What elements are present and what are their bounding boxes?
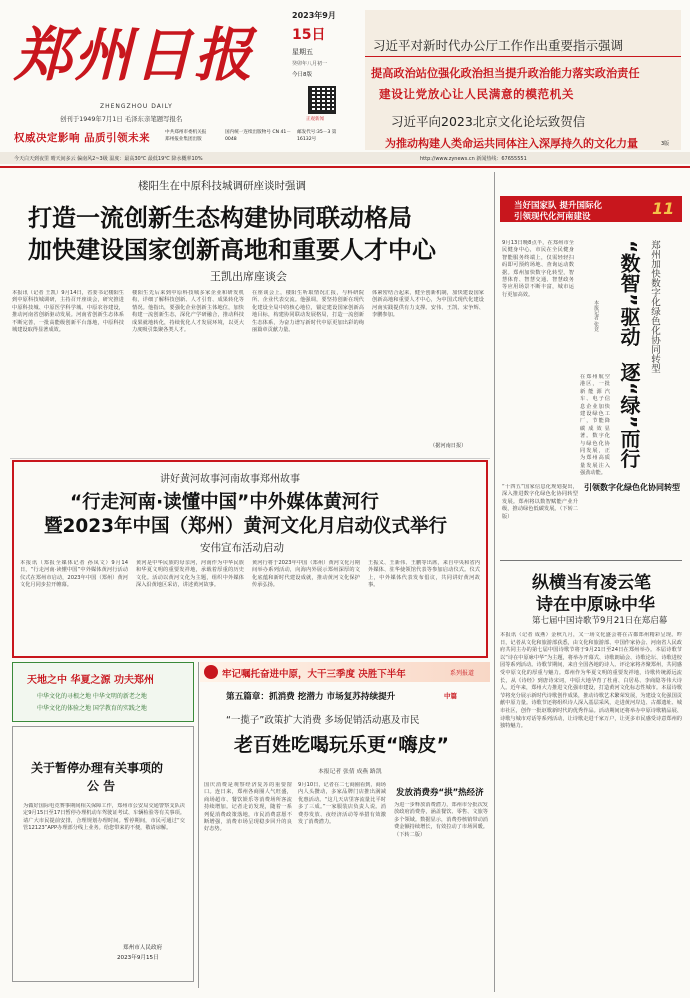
top-news-1-sub2: 建设让党放心让人民满意的模范机关 (379, 87, 575, 101)
page-count: 今日8版 (292, 72, 312, 78)
main-title-line1[interactable]: 打造一流创新生态构建协同联动格局 (28, 204, 412, 232)
culture-subtitle: 第七届中国诗歌节9月21日在郑启幕 (532, 616, 668, 626)
main-kicker: 楼阳生在中原科技城调研座谈时强调 (138, 180, 306, 192)
masthead-slogan: 权威决定影响 品质引领未来 (14, 132, 151, 144)
weather-bar (0, 152, 690, 164)
culture-title-line1[interactable]: 纵横当有凌云笔 (532, 573, 651, 593)
banner-line-2: 引领现代化河南建设 (514, 212, 591, 222)
notice-title-line1: 关于暂停办理有关事项的 (31, 761, 164, 775)
sidebar-banner (500, 196, 682, 222)
masthead-founded: 创刊于1949年7月1日 毛泽东亲笔题写报名 (60, 115, 183, 123)
series-number: 11 (652, 199, 675, 218)
date-day: 15日 (292, 27, 326, 43)
feature-box (12, 460, 488, 658)
sponsor-2: 郑州报业集团出版 (165, 137, 202, 142)
banner-line-1: 当好国家队 提升国际化 (514, 201, 602, 211)
feature-subtitle: 安伟宣布活动启动 (200, 542, 284, 554)
divider (198, 662, 199, 988)
weather-text: 今天白天到夜里 晴天间多云 偏南风2~3级 温度：最高30℃ 最低19℃ 降水概率10% (14, 156, 203, 162)
masthead-english: ZHENGZHOU DAILY (100, 103, 173, 110)
top-news-1-title[interactable]: 习近平对新时代办公厅工作作出重要指示强调 (373, 38, 624, 53)
page-ref: 3版 (661, 141, 670, 147)
main-col-1: 本报讯（记者 王凯）9月14日，省委书记楼阳生到中原科技城调研，主持召开座谈会，研究推进中原科技城、中原医学科学城、中原农谷建设，推动河南省创新驱动发展。河南省创新生态体系不断完善，一批高能级创新平台落地，中原科技城建设取得显著成效。 (12, 290, 124, 334)
website-text: http://www.zynews.cn 新闻热线：67655551 (420, 156, 527, 162)
bottom-kicker: 第五篇章：抓消费 挖潜力 市场复苏持续提升 (226, 692, 396, 702)
divider (494, 172, 495, 992)
divider (10, 458, 490, 459)
sidebar-subhead: 引领数字化绿色化协同转型 (584, 483, 680, 492)
sidebar-author: 本报记者 张竞 (593, 300, 599, 332)
feature-col-1: 本报讯（郑报全媒体记者 孙凤文）9月14日，“行走河南·读懂中国”中外媒体黄河行活动仪式在郑州市启动，2023年中国（郑州）黄河文化月同步拉开帷幕。 (20, 560, 128, 589)
top-news-1-sub1: 提高政治站位强化政治担当提升政治能力落实政治责任 (371, 67, 640, 80)
bottom-col-1: 国庆消费是观察经济复苏的重要窗口。连日来，郑州各商圈人气旺盛，商场超市、餐饮娱乐等消费场所客流持续增加。记者走访发现，随着一系列促消费政策落地，市民消费意愿不断增强，消费市场呈现稳步回升的良好态势。 (204, 782, 292, 833)
notice-title-line2: 公 告 (87, 779, 116, 793)
divider (500, 560, 682, 561)
top-news-2-sub: 为推动构建人类命运共同体注入深厚持久的文化力量 (385, 137, 638, 150)
feature-kicker: 讲好黄河故事河南故事郑州故事 (160, 474, 300, 485)
bottom-banner (200, 662, 490, 682)
sidebar-body-1: 9月13日晚8点半，在郑州市全民健身中心，市民在全民健身智能服务终端上，仅需轻轻扫码即可预约场地、查询运动数据。郑州加快数字化转型，智慧体育、智慧交通、智慧政务等应用场景不断丰富，城市运行更加高效。 (502, 240, 574, 298)
ad-line-1: 天地之中 华夏之源 功夫郑州 (27, 675, 154, 686)
top-news-panel (365, 10, 681, 150)
bottom-col-3: 为进一步释放消费潜力，郑州市分批次发放政府消费券，涵盖餐饮、零售、文旅等多个领域。数据显示，消费券核销带动消费金额持续增长，有效拉动了市场回暖。（下转二版） (394, 802, 488, 838)
main-col-3: 在座谈会上，楼阳生听取情况汇报，与科研院所、企业代表交流。他强调，要坚持创新在现代化建设全局中的核心地位，锚定建设国家创新高地目标，构建协同联动发展格局，打造一流创新生态体系，为奋力谱写新时代中原更加出彩的绚丽篇章贡献力量。 (252, 290, 364, 334)
bottom-author: 本报记者 张倩 成燕 路凯 (318, 769, 382, 775)
feature-col-3: 黄河行将于2023年中国（郑州）黄河文化月期间举办系列活动，向海内外展示郑州深厚的文化底蕴和新时代建设成就，推动黄河文化保护传承弘扬。 (252, 560, 360, 589)
sponsor-box (165, 130, 365, 148)
date-year-month: 2023年9月 (292, 11, 336, 20)
notice-box (12, 726, 194, 982)
cn-number: 国内统一连续出版物号 CN 41－0048 (225, 130, 291, 142)
date-weekday: 星期五 (292, 48, 313, 56)
ad-line-3: 中华文化的体验之地 国学教育的实践之地 (37, 705, 147, 712)
bottom-title[interactable]: 老百姓吃喝玩乐更“嗨皮” (234, 734, 449, 756)
bottom-banner-text: 牢记嘱托奋进中原，大干三季度 决胜下半年 (222, 669, 406, 680)
qr-caption: 正观新闻 (306, 117, 324, 122)
feature-col-2: 黄河是中华民族的母亲河，河南作为中华民族和华夏文明的重要发祥地，承载着厚重的历史文化。活动以黄河文化为主题，组织中外媒体深入沿黄地区采访，讲述黄河故事。 (136, 560, 244, 589)
main-credit: （据河南日报） (430, 443, 467, 449)
main-subtitle: 王凯出席座谈会 (210, 270, 287, 283)
masthead-logo: 郑州日报 (14, 21, 255, 89)
party-emblem-icon (204, 665, 218, 679)
date-lunar: 癸卯年八月初一 (292, 61, 328, 67)
top-news-2-title[interactable]: 习近平向2023北京文化论坛致贺信 (391, 114, 586, 129)
bottom-col-2: 9月10日，记者在二七商圈看到，商场内人头攒动，多家品牌门店推出满减优惠活动。“这几天店里客流量比平时多了三成。”一家服装店负责人说。消费券发放、夜经济活动等举措有效激发了消费潜力。 (298, 782, 386, 826)
bottom-kicker-tag: 中篇 (444, 692, 457, 700)
postal-code: 邮发代号:35－3 第16132号 (297, 130, 337, 142)
main-col-2: 楼阳生先后来到中原科技城多家企业和研发机构，详细了解科技创新、人才引育、成果转化等情况。他指出，要强化企业创新主体地位，加快构建一流创新生态，深化产学研融合，推动科技成果就地转化，持续优化人才发展环境，以更大力度吸引集聚各类人才。 (132, 290, 244, 334)
sidebar-body-3b (584, 508, 680, 552)
feature-col-4: 王振义、王新伟、王鹏等出席，来自中央和省内外媒体、驻华使领馆代表等参加启动仪式。仪式上，中外媒体代表发布倡议，共同讲好黄河故事。 (368, 560, 480, 589)
feature-title-line1[interactable]: “行走河南·读懂中国”中外媒体黄河行 (70, 492, 379, 513)
bottom-banner-tag: 系列报道 (450, 670, 475, 677)
notice-footer-2: 2023年9月15日 (117, 955, 159, 961)
qr-code-icon[interactable] (308, 86, 336, 114)
main-story (10, 178, 490, 458)
sidebar-body-3: “十四五”国家信息化规划提出，深入推进数字化绿色化协同转型发展。郑州将以数智赋能产业升级，推动绿色低碳发展。（下转二版） (502, 484, 578, 520)
sponsor-1: 中共郑州市委机关报 (165, 130, 207, 135)
notice-footer-1: 郑州市人民政府 (123, 945, 163, 951)
ad-box[interactable] (12, 662, 194, 722)
main-col-4: 体紧密结合起来，健全创新机制，加快建设国家创新高地和重要人才中心，为中国式现代化建设河南实践提供有力支撑。安伟、王凯、宋争辉、李鹏参加。 (372, 290, 484, 319)
masthead-rule (0, 166, 690, 168)
ad-line-2: 中华文化的寻根之地 中华文明的新老之地 (37, 693, 147, 700)
bottom-col3-head: 发放消费券“拱”热经济 (396, 788, 484, 798)
bottom-title-pre: “一揽子”政策扩大消费 多场促销活动惠及市民 (226, 715, 420, 726)
culture-title-line2[interactable]: 诗在中原咏中华 (536, 595, 655, 615)
main-title-line2[interactable]: 加快建设国家创新高地和重要人才中心 (28, 236, 436, 264)
feature-title-line2[interactable]: 暨2023年中国（郑州）黄河文化月启动仪式举行 (44, 516, 447, 537)
notice-body: 为做好国际电竞赛事期间相关保障工作，郑州市公安局交通警察支队决定9月15日至17日暂停办理机动车驾驶证考试、车辆检验等有关事项。请广大市民提前安排，合理规划办理时间。暂停期间，市民可通过“交管12123”APP办理部分线上业务。给您带来的不便，敬请谅解。 (23, 803, 185, 832)
sidebar-vertical-kicker: 郑州加快数字化绿色化协同转型 (649, 240, 660, 373)
sidebar-title-a[interactable]: “数智”驱动 (617, 240, 641, 347)
sidebar-body-2: 在郑州航空港区，一批新能源汽车、电子信息企业加快建设绿色工厂，节能降碳成效显著。数字化与绿色化协同发展，正为郑州高质量发展注入强劲动能。 (580, 374, 610, 477)
divider (365, 56, 681, 57)
culture-body: 本报讯（记者 成燕）金秋九月，又一场文化盛会将在古都郑州精彩呈现。昨日，记者从文化和旅游部获悉，由文化和旅游部、中国作家协会、河南省人民政府共同主办的第七届中国诗歌节将于9月21日至24日在郑州举办。本届诗歌节以“诗在中原咏中华”为主题，将举办开幕式、诗歌朗诵会、诗歌论坛、诗歌进校园等系列活动。诗歌节期间，来自全国各地的诗人、评论家将齐聚郑州，共同感受中原文化的厚重与魅力。郑州作为华夏文明的重要发祥地，诗歌传统源远流长，从《诗经》到唐诗宋词，中原大地孕育了杜甫、白居易、李商隐等伟大诗人。近年来，郑州大力推进文化强市建设，打造黄河文化标志性城市。本届诗歌节将充分展示新时代诗歌创作成果，推动诗歌艺术繁荣发展，为建设文化强国贡献中原力量。诗歌节还将组织诗人深入基层采风，走进黄河岸边、古都遗址、城市社区，创作一批讴歌新时代的优秀作品。活动期间还将举办中原诗歌精品展、诗歌与城市对话等系列活动，让诗歌走进千家万户，让更多市民感受诗意郑州的独特魅力。 (500, 632, 682, 730)
sidebar-title-b[interactable]: 逐“绿”而行 (617, 362, 641, 469)
